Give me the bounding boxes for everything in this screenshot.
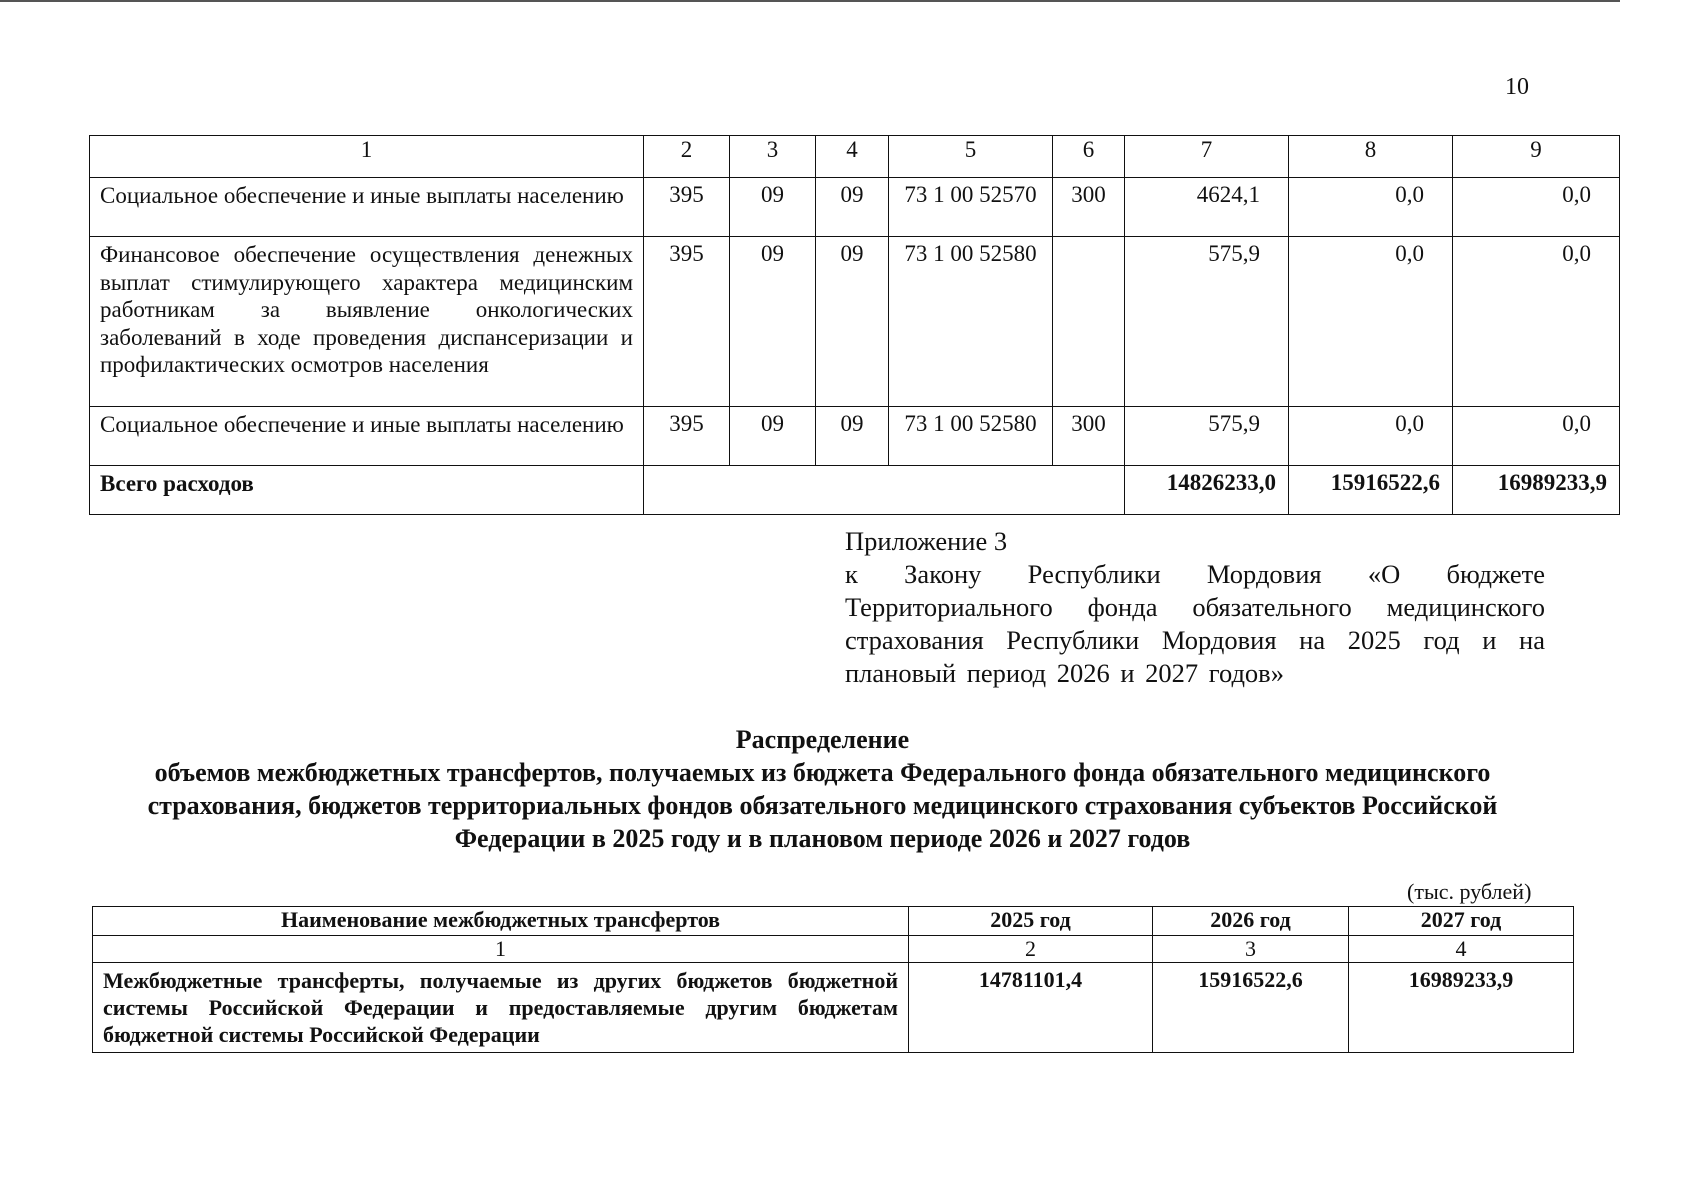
value-2027: 16989233,9 — [1349, 963, 1574, 1053]
annex-header — [845, 525, 1545, 690]
table-row — [90, 407, 1620, 466]
column-header-2026: 2026 год — [1153, 907, 1349, 936]
units-label: (тыс. рублей) — [1407, 879, 1532, 904]
cell-c6: 300 — [1053, 178, 1125, 237]
annex-title: Приложение 3 — [845, 526, 1008, 556]
title-line: Распределение — [735, 725, 910, 754]
cell-c5: 73 1 00 52570 — [889, 178, 1053, 237]
total-label: Всего расходов — [90, 466, 644, 515]
value-2026: 15916522,6 — [1153, 963, 1349, 1053]
transfer-name: Межбюджетные трансферты, получаемые из других бюджетов бюджетной системы Российской Федерации и предоставляемые другим бюджетам бюджетной системы Российской Федерации — [93, 963, 909, 1053]
total-empty-cell — [644, 466, 1125, 515]
cell-c8: 0,0 — [1289, 178, 1453, 237]
column-number: 9 — [1453, 136, 1620, 178]
table-row — [90, 178, 1620, 237]
cell-c9: 0,0 — [1453, 237, 1620, 407]
column-number: 1 — [90, 136, 644, 178]
column-index-row — [93, 936, 1574, 963]
column-index: 4 — [1349, 936, 1574, 963]
value-2025: 14781101,4 — [909, 963, 1153, 1053]
cell-c6 — [1053, 237, 1125, 407]
cell-c3: 09 — [730, 178, 816, 237]
cell-c2: 395 — [644, 407, 730, 466]
cell-c8: 0,0 — [1289, 407, 1453, 466]
page-number: 10 — [1505, 74, 1529, 100]
column-index: 3 — [1153, 936, 1349, 963]
total-row — [90, 466, 1620, 515]
row-name: Социальное обеспечение и иные выплаты населению — [90, 178, 644, 237]
table-row — [90, 237, 1620, 407]
cell-c5: 73 1 00 52580 — [889, 237, 1053, 407]
column-number: 6 — [1053, 136, 1125, 178]
top-border-line — [0, 0, 1620, 2]
cell-c5: 73 1 00 52580 — [889, 407, 1053, 466]
cell-c7: 575,9 — [1125, 237, 1289, 407]
title-subtitle: объемов межбюджетных трансфертов, получаемых из бюджета Федерального фонда обязательного медицинского страхования, бюджетов территориальных фондов обязательного медицинского страхования субъектов Российской Федерации в 2025 году и в плановом периоде 2026 и 2027 годов — [147, 758, 1498, 853]
column-header-2025: 2025 год — [909, 907, 1153, 936]
column-header-2027: 2027 год — [1349, 907, 1574, 936]
cell-c4: 09 — [816, 407, 889, 466]
column-number: 5 — [889, 136, 1053, 178]
column-index: 1 — [93, 936, 909, 963]
column-index: 2 — [909, 936, 1153, 963]
cell-c4: 09 — [816, 178, 889, 237]
cell-c3: 09 — [730, 407, 816, 466]
cell-c4: 09 — [816, 237, 889, 407]
cell-c8: 0,0 — [1289, 237, 1453, 407]
document-title — [100, 723, 1545, 855]
cell-c3: 09 — [730, 237, 816, 407]
total-c7: 14826233,0 — [1125, 466, 1289, 515]
cell-c7: 4624,1 — [1125, 178, 1289, 237]
table-header-row — [93, 907, 1574, 936]
total-c9: 16989233,9 — [1453, 466, 1620, 515]
table-row — [93, 963, 1574, 1053]
cell-c7: 575,9 — [1125, 407, 1289, 466]
column-number: 2 — [644, 136, 730, 178]
expenses-table — [89, 135, 1620, 515]
cell-c2: 395 — [644, 237, 730, 407]
column-header-name: Наименование межбюджетных трансфертов — [93, 907, 909, 936]
row-name: Финансовое обеспечение осуществления денежных выплат стимулирующего характера медицинским работникам за выявление онкологических заболеваний в ходе проведения диспансеризации и профилактических осмотров населения — [90, 237, 644, 407]
column-number: 3 — [730, 136, 816, 178]
cell-c2: 395 — [644, 178, 730, 237]
column-number: 7 — [1125, 136, 1289, 178]
annex-reference: к Закону Республики Мордовия «О бюджете Территориального фонда обязательного медицинского страхования Республики Мордовия на 2025 год и на плановый период 2026 и 2027 годов» — [845, 559, 1545, 688]
transfers-table — [92, 906, 1574, 1053]
table-header-row — [90, 136, 1620, 178]
cell-c9: 0,0 — [1453, 178, 1620, 237]
row-name: Социальное обеспечение и иные выплаты населению — [90, 407, 644, 466]
cell-c6: 300 — [1053, 407, 1125, 466]
column-number: 4 — [816, 136, 889, 178]
cell-c9: 0,0 — [1453, 407, 1620, 466]
total-c8: 15916522,6 — [1289, 466, 1453, 515]
column-number: 8 — [1289, 136, 1453, 178]
